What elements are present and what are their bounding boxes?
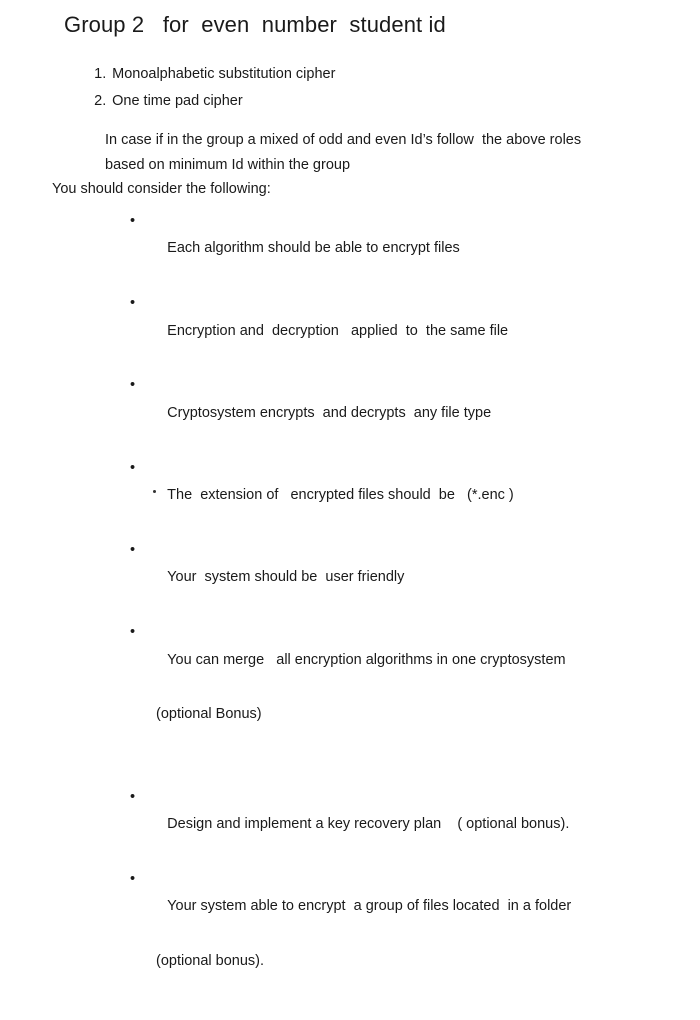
group-note-line-1: In case if in the group a mixed of odd and even Id’s follow the above roles xyxy=(105,132,582,148)
requirement-text: Each algorithm should be able to encrypt files xyxy=(167,240,460,257)
requirement-text: Your system should be user friendly xyxy=(167,569,405,586)
cipher-item-2 xyxy=(78,77,243,125)
requirement-continuation: (optional bonus). xyxy=(156,952,265,969)
bullet-icon: • xyxy=(130,377,136,394)
bullet-icon: • xyxy=(130,624,136,641)
cipher-text-1: Monoalphabetic substitution cipher xyxy=(112,66,336,82)
group-note-paragraph xyxy=(105,128,665,178)
requirement-text: Design and implement a key recovery plan ( optional bonus). xyxy=(167,815,570,832)
bullet-icon: • xyxy=(130,295,136,312)
requirement-text: Encryption and decryption applied to the same file xyxy=(167,322,509,339)
requirement-text: Your system able to encrypt a group of files located in a folder xyxy=(167,898,572,915)
stray-dot-mark xyxy=(153,490,156,493)
requirement-item xyxy=(130,372,670,454)
requirement-item xyxy=(130,290,670,372)
bullet-icon: • xyxy=(130,541,136,558)
requirement-text: You can merge all encryption algorithms in one cryptosystem xyxy=(167,651,566,668)
requirement-item xyxy=(130,537,670,619)
bullet-icon: • xyxy=(130,459,136,476)
consider-heading: You should consider the following: xyxy=(52,181,271,197)
cipher-number-1: 1. xyxy=(94,66,107,82)
requirement-item xyxy=(130,784,670,866)
bullet-icon: • xyxy=(130,213,136,229)
requirement-item xyxy=(130,208,670,290)
cipher-text-2: One time pad cipher xyxy=(112,93,243,109)
cipher-number-2: 2. xyxy=(94,93,107,109)
requirement-continuation: (optional Bonus) xyxy=(156,706,262,723)
requirement-item xyxy=(130,619,670,783)
bullet-icon: • xyxy=(130,870,136,887)
requirement-item xyxy=(130,455,670,537)
requirement-item xyxy=(130,866,670,1020)
requirement-text: Cryptosystem encrypts and decrypts any file type xyxy=(167,404,492,421)
page-title: Group 2 for even number student id xyxy=(64,12,446,37)
requirement-text: The extension of encrypted files should be (*.enc ) xyxy=(167,487,514,504)
bullet-icon: • xyxy=(130,788,136,805)
group-note-line-2: based on minimum Id within the group xyxy=(105,157,351,173)
requirements-list xyxy=(130,208,670,1020)
